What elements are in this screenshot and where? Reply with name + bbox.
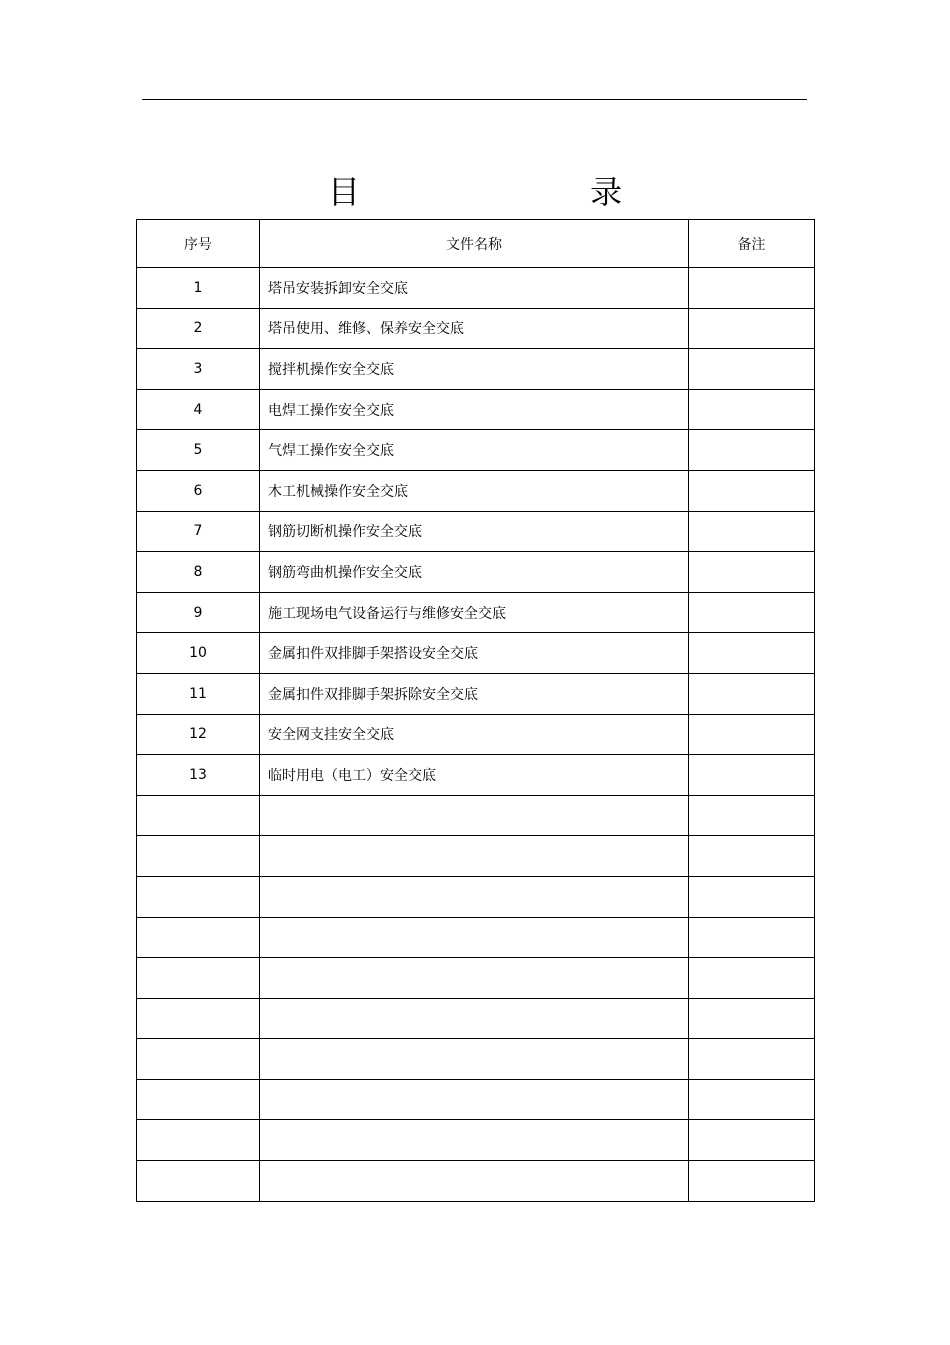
- header-rule: [142, 99, 807, 100]
- row-index-cell: 1: [137, 268, 260, 309]
- row-remark-cell: [689, 552, 815, 593]
- row-index-cell: [137, 1039, 260, 1080]
- row-index-cell: 2: [137, 308, 260, 349]
- row-name-cell: 施工现场电气设备运行与维修安全交底: [260, 592, 689, 633]
- row-remark-cell: [689, 998, 815, 1039]
- row-index-cell: 10: [137, 633, 260, 674]
- table-row: [137, 511, 815, 552]
- table-row: [137, 917, 815, 958]
- row-index-cell: [137, 795, 260, 836]
- row-name-cell: 塔吊使用、维修、保养安全交底: [260, 308, 689, 349]
- row-remark-cell: [689, 917, 815, 958]
- table-row: [137, 673, 815, 714]
- row-name-cell: 电焊工操作安全交底: [260, 389, 689, 430]
- row-remark-cell: [689, 430, 815, 471]
- row-index-cell: 3: [137, 349, 260, 390]
- row-index-cell: 7: [137, 511, 260, 552]
- table-row: [137, 308, 815, 349]
- row-name-cell: 安全网支挂安全交底: [260, 714, 689, 755]
- row-remark-cell: [689, 876, 815, 917]
- row-index-cell: 8: [137, 552, 260, 593]
- row-remark-cell: [689, 349, 815, 390]
- row-remark-cell: [689, 714, 815, 755]
- row-index-cell: 6: [137, 470, 260, 511]
- column-header-index: 序号: [137, 220, 260, 268]
- row-remark-cell: [689, 1079, 815, 1120]
- table-row: [137, 755, 815, 796]
- table-row: [137, 1079, 815, 1120]
- row-name-cell: 金属扣件双排脚手架搭设安全交底: [260, 633, 689, 674]
- table-row: [137, 470, 815, 511]
- row-name-cell: [260, 1120, 689, 1161]
- table-row: [137, 268, 815, 309]
- row-name-cell: 木工机械操作安全交底: [260, 470, 689, 511]
- row-remark-cell: [689, 633, 815, 674]
- row-name-cell: 搅拌机操作安全交底: [260, 349, 689, 390]
- row-name-cell: [260, 795, 689, 836]
- row-remark-cell: [689, 1039, 815, 1080]
- column-header-name: 文件名称: [260, 220, 689, 268]
- table-row: [137, 552, 815, 593]
- toc-table: [136, 219, 815, 1202]
- table-row: [137, 633, 815, 674]
- table-row: [137, 998, 815, 1039]
- row-name-cell: 塔吊安装拆卸安全交底: [260, 268, 689, 309]
- row-name-cell: [260, 1039, 689, 1080]
- page-title: 目 录: [327, 173, 733, 211]
- row-index-cell: [137, 876, 260, 917]
- row-remark-cell: [689, 389, 815, 430]
- row-name-cell: [260, 998, 689, 1039]
- row-index-cell: [137, 836, 260, 877]
- row-remark-cell: [689, 1161, 815, 1202]
- row-remark-cell: [689, 958, 815, 999]
- row-name-cell: [260, 1161, 689, 1202]
- table-row: [137, 389, 815, 430]
- row-remark-cell: [689, 470, 815, 511]
- table-row: [137, 795, 815, 836]
- row-index-cell: [137, 958, 260, 999]
- table-row: [137, 592, 815, 633]
- row-remark-cell: [689, 308, 815, 349]
- row-name-cell: 钢筋弯曲机操作安全交底: [260, 552, 689, 593]
- row-index-cell: 11: [137, 673, 260, 714]
- table-row: [137, 430, 815, 471]
- row-index-cell: [137, 998, 260, 1039]
- table-row: [137, 349, 815, 390]
- row-remark-cell: [689, 795, 815, 836]
- row-name-cell: 钢筋切断机操作安全交底: [260, 511, 689, 552]
- row-remark-cell: [689, 1120, 815, 1161]
- row-name-cell: 临时用电（电工）安全交底: [260, 755, 689, 796]
- table-row: [137, 1039, 815, 1080]
- row-index-cell: 12: [137, 714, 260, 755]
- row-remark-cell: [689, 836, 815, 877]
- table-row: [137, 1161, 815, 1202]
- row-name-cell: [260, 958, 689, 999]
- table-row: [137, 714, 815, 755]
- row-index-cell: 9: [137, 592, 260, 633]
- table-header-row: [137, 220, 815, 268]
- row-index-cell: 4: [137, 389, 260, 430]
- row-name-cell: 气焊工操作安全交底: [260, 430, 689, 471]
- row-remark-cell: [689, 592, 815, 633]
- table-row: [137, 958, 815, 999]
- row-remark-cell: [689, 673, 815, 714]
- row-index-cell: [137, 1079, 260, 1120]
- row-name-cell: 金属扣件双排脚手架拆除安全交底: [260, 673, 689, 714]
- row-index-cell: 5: [137, 430, 260, 471]
- row-name-cell: [260, 836, 689, 877]
- table-row: [137, 836, 815, 877]
- row-remark-cell: [689, 511, 815, 552]
- row-name-cell: [260, 876, 689, 917]
- table-row: [137, 1120, 815, 1161]
- row-index-cell: [137, 1120, 260, 1161]
- row-name-cell: [260, 917, 689, 958]
- row-index-cell: [137, 917, 260, 958]
- row-index-cell: 13: [137, 755, 260, 796]
- row-name-cell: [260, 1079, 689, 1120]
- row-remark-cell: [689, 755, 815, 796]
- column-header-remark: 备注: [689, 220, 815, 268]
- table-body: [137, 268, 815, 1202]
- row-index-cell: [137, 1161, 260, 1202]
- row-remark-cell: [689, 268, 815, 309]
- table-row: [137, 876, 815, 917]
